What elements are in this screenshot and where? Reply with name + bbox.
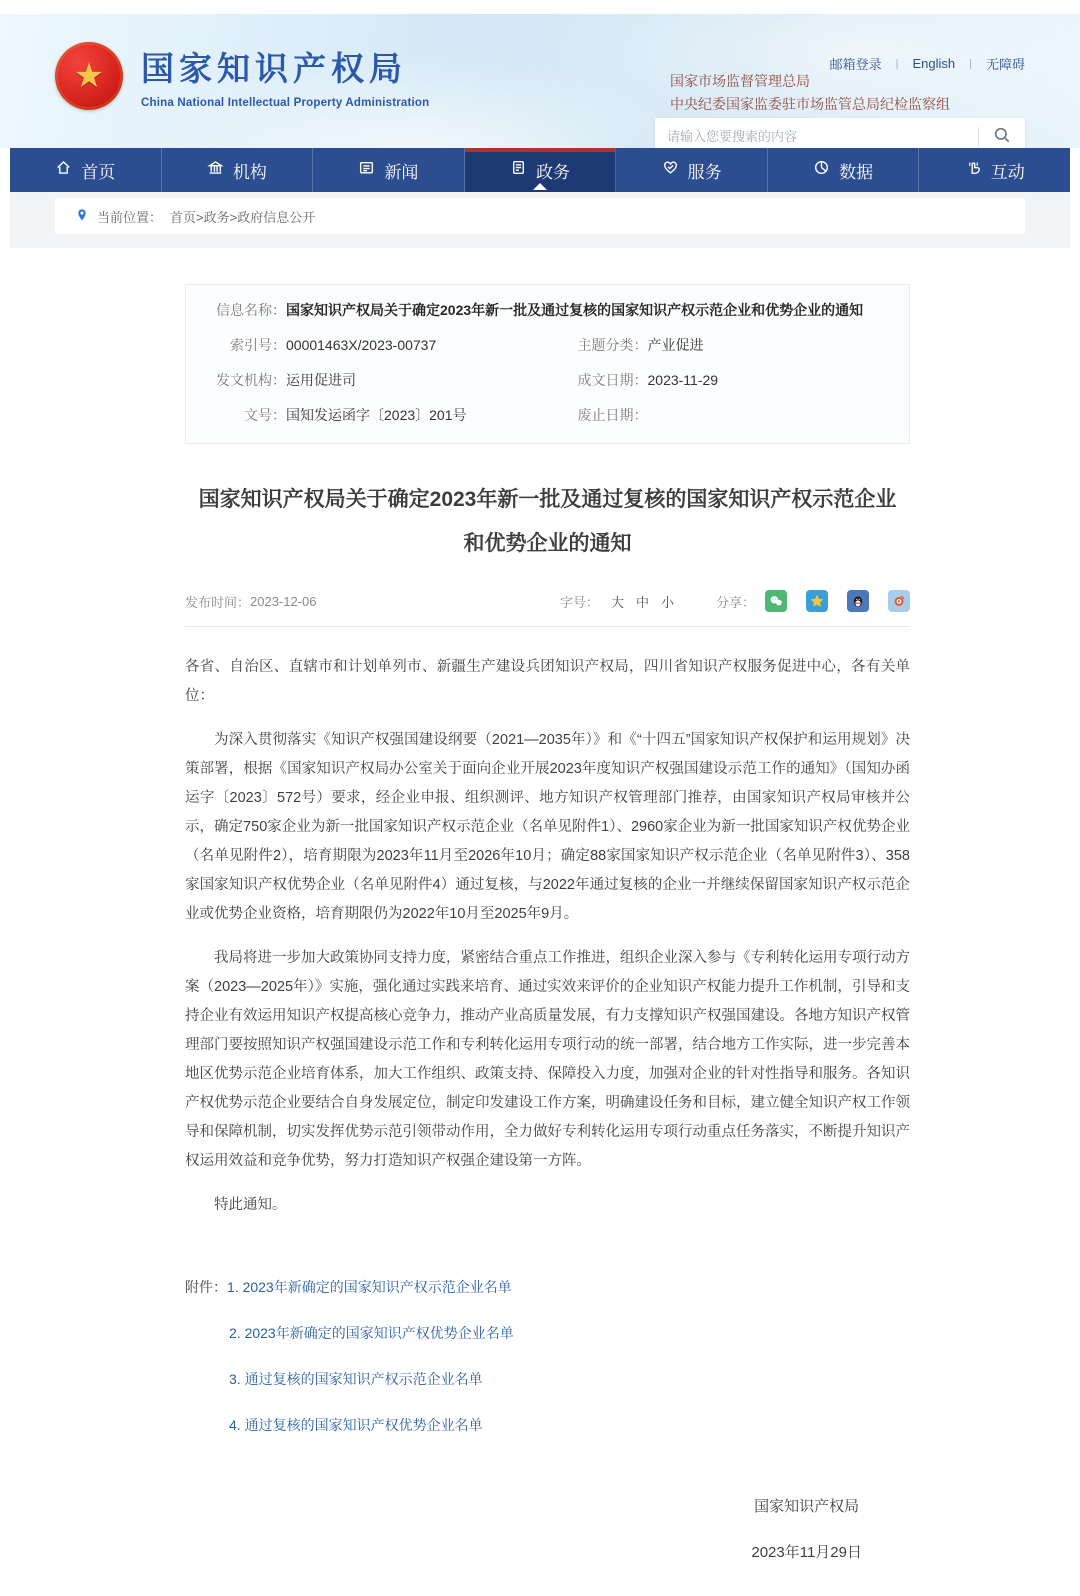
- nav-item-news[interactable]: [313, 148, 465, 192]
- search-bar: [655, 118, 1025, 148]
- publish-time-value: 2023-12-06: [250, 593, 317, 609]
- attachment-link-1[interactable]: 1. 2023年新确定的国家知识产权示范企业名单: [227, 1279, 512, 1295]
- qzone-icon[interactable]: [806, 590, 828, 612]
- nav-item-home[interactable]: [10, 148, 162, 192]
- search-button[interactable]: [979, 118, 1025, 148]
- attachment-link-3[interactable]: 3. 通过复核的国家知识产权示范企业名单: [229, 1371, 483, 1387]
- hand-icon: [965, 159, 982, 181]
- signature-block: [185, 1494, 910, 1566]
- nav-item-services[interactable]: [616, 148, 768, 192]
- divider: [185, 626, 910, 627]
- nav-item-data[interactable]: [768, 148, 920, 192]
- nav-label: 政务: [536, 162, 571, 182]
- info-value-written-date: 2023-11-29: [647, 372, 719, 388]
- breadcrumb-label: 当前位置：: [97, 209, 163, 225]
- info-label: 信息名称：: [216, 302, 286, 318]
- breadcrumb: [55, 198, 1025, 234]
- info-value-issuer: 运用促进司: [286, 372, 356, 388]
- info-label: 文号：: [244, 407, 286, 423]
- weibo-icon[interactable]: [888, 590, 910, 612]
- paragraph-2: 我局将进一步加大政策协同支持力度，紧密结合重点工作推进，组织企业深入参与《专利转化运用专项行动方案（2023—2025年）》实施，强化通过实践来培育、通过实效来评价的企业知识产权能力提升工作机制，引导和支持企业有效运用知识产权提高核心竞争力，推动产业高质量发展，有力支撑知识产权强国建设。各地方知识产权管理部门要按照知识产权强国建设示范工作和专利转化运用专项行动的统一部署，结合地方工作实际，进一步完善本地区优势示范企业培育体系，加大工作组织、政策支持、保障投入力度，加强对企业的针对性指导和服务。各知识产权优势示范企业要结合自身发展定位，制定印发建设工作方案，明确建设任务和目标，建立健全知识产权工作领导和保障机制，切实发挥优势示范引领带动作用，全力做好专利转化运用专项行动重点任务落实，不断提升知识产权运用效益和竞争优势，努力打造知识产权强企建设第一方阵。: [185, 950, 910, 1169]
- org-link-samr[interactable]: 国家市场监督管理总局: [670, 73, 810, 89]
- info-label: 废止日期：: [577, 407, 648, 423]
- info-label: 发文机构：: [216, 372, 286, 388]
- font-size-large-button[interactable]: 大: [610, 594, 624, 610]
- info-value-category: 产业促进: [647, 337, 704, 353]
- accessibility-link[interactable]: 无障碍: [985, 57, 1025, 72]
- nav-label: 互动: [990, 162, 1025, 182]
- info-value-name: 国家知识产权局关于确定2023年新一批及通过复核的国家知识产权示范企业和优势企业的通知: [286, 302, 864, 318]
- location-pin-icon: [75, 207, 89, 226]
- info-label: 主题分类：: [577, 337, 648, 353]
- document-icon: [510, 159, 527, 181]
- share-buttons: [765, 590, 910, 612]
- site-header: [0, 14, 1080, 148]
- page-title: [185, 478, 910, 566]
- page-title-line1: 国家知识产权局关于确定2023年新一批及通过复核的国家知识产权示范企业: [198, 488, 897, 511]
- info-row: [186, 398, 909, 433]
- pie-icon: [813, 159, 830, 181]
- emblem-star-icon: ★: [73, 57, 105, 95]
- search-input[interactable]: [655, 118, 978, 148]
- document-panel: [10, 248, 1070, 1596]
- related-org-links: [670, 70, 950, 116]
- nav-item-org[interactable]: [162, 148, 314, 192]
- info-value-index: 00001463X/2023-00737: [286, 337, 437, 353]
- info-row: [186, 363, 909, 398]
- site-logo[interactable]: [55, 42, 429, 110]
- article-meta: [185, 590, 910, 612]
- divider: |: [895, 57, 899, 70]
- bank-icon: [207, 159, 224, 181]
- qq-icon[interactable]: [847, 590, 869, 612]
- attachment-link-2[interactable]: 2. 2023年新确定的国家知识产权优势企业名单: [229, 1325, 514, 1341]
- org-link-discipline[interactable]: 中央纪委国家监委驻市场监管总局纪检监察组: [670, 96, 950, 112]
- wechat-icon[interactable]: [765, 590, 787, 612]
- font-size-label: 字号：: [559, 594, 599, 610]
- info-value-repeal-date: [648, 398, 656, 433]
- nav-label: 机构: [232, 162, 267, 182]
- attachments-label: 附件：: [185, 1279, 227, 1295]
- search-icon: [993, 126, 1011, 147]
- font-size-small-button[interactable]: 小: [660, 594, 674, 610]
- english-link[interactable]: English: [912, 56, 956, 71]
- attachment-link-4[interactable]: 4. 通过复核的国家知识产权优势企业名单: [229, 1417, 483, 1433]
- article-body: [185, 653, 910, 1220]
- breadcrumb-path[interactable]: 首页>政务>政府信息公开: [170, 209, 316, 225]
- nav-item-interaction[interactable]: [919, 148, 1070, 192]
- site-title: 国家知识产权局: [141, 50, 407, 87]
- font-size-medium-button[interactable]: 中: [635, 594, 649, 610]
- page-title-line2: 和优势企业的通知: [463, 532, 632, 555]
- closing-line: 特此通知。: [214, 1197, 287, 1213]
- home-icon: [55, 159, 72, 181]
- nav-label: 数据: [839, 162, 874, 182]
- share-label: 分享：: [715, 594, 755, 610]
- sign-date: 2023年11月29日: [751, 1544, 862, 1561]
- publish-time-label: 发布时间：: [185, 594, 251, 610]
- heart-icon: [662, 159, 679, 181]
- divider: |: [969, 57, 972, 70]
- attachments: [185, 1274, 910, 1438]
- salutation: 各省、自治区、直辖市和计划单列市、新疆生产建设兵团知识产权局，四川省知识产权服务促进中心，各有关单位：: [185, 659, 910, 704]
- info-row: [186, 328, 909, 363]
- signer-name: 国家知识产权局: [754, 1498, 860, 1515]
- info-label: 索引号：: [230, 337, 286, 353]
- mail-login-link[interactable]: 邮箱登录: [829, 57, 882, 72]
- content-area: [10, 192, 1070, 248]
- info-row-name: [186, 293, 909, 328]
- news-icon: [358, 159, 375, 181]
- info-label: 成文日期：: [577, 372, 648, 388]
- nav-label: 首页: [81, 162, 116, 182]
- paragraph-1: 为深入贯彻落实《知识产权强国建设纲要（2021—2035年）》和《“十四五”国家知识产权保护和运用规划》决策部署，根据《国家知识产权局办公室关于面向企业开展2023年度知识产权强国建设示范工作的通知》（国知办函运字〔2023〕572号）要求，经企业申报、组织测评、地方知识产权管理部门推荐，由国家知识产权局审核并公示，确定750家企业为新一批国家知识产权示范企业（名单见附件1）、2960家企业为新一批国家知识产权优势企业（名单见附件2），培育期限为2023年11月至2026年10月；确定88家国家知识产权示范企业（名单见附件3）、358家国家知识产权优势企业（名单见附件4）通过复核，与2022年通过复核的企业一并继续保留国家知识产权示范企业或优势企业资格，培育期限仍为2022年10月至2025年9月。: [185, 732, 910, 922]
- site-subtitle: China National Intellectual Property Administration: [141, 97, 430, 109]
- info-table: [185, 284, 910, 444]
- national-emblem-icon: [55, 42, 123, 110]
- main-nav: [10, 148, 1070, 192]
- nav-label: 新闻: [384, 162, 419, 182]
- nav-label: 服务: [687, 162, 722, 182]
- info-value-doc-number: 国知发运函字〔2023〕201号: [286, 407, 467, 423]
- nav-item-gov-affairs[interactable]: [465, 148, 617, 192]
